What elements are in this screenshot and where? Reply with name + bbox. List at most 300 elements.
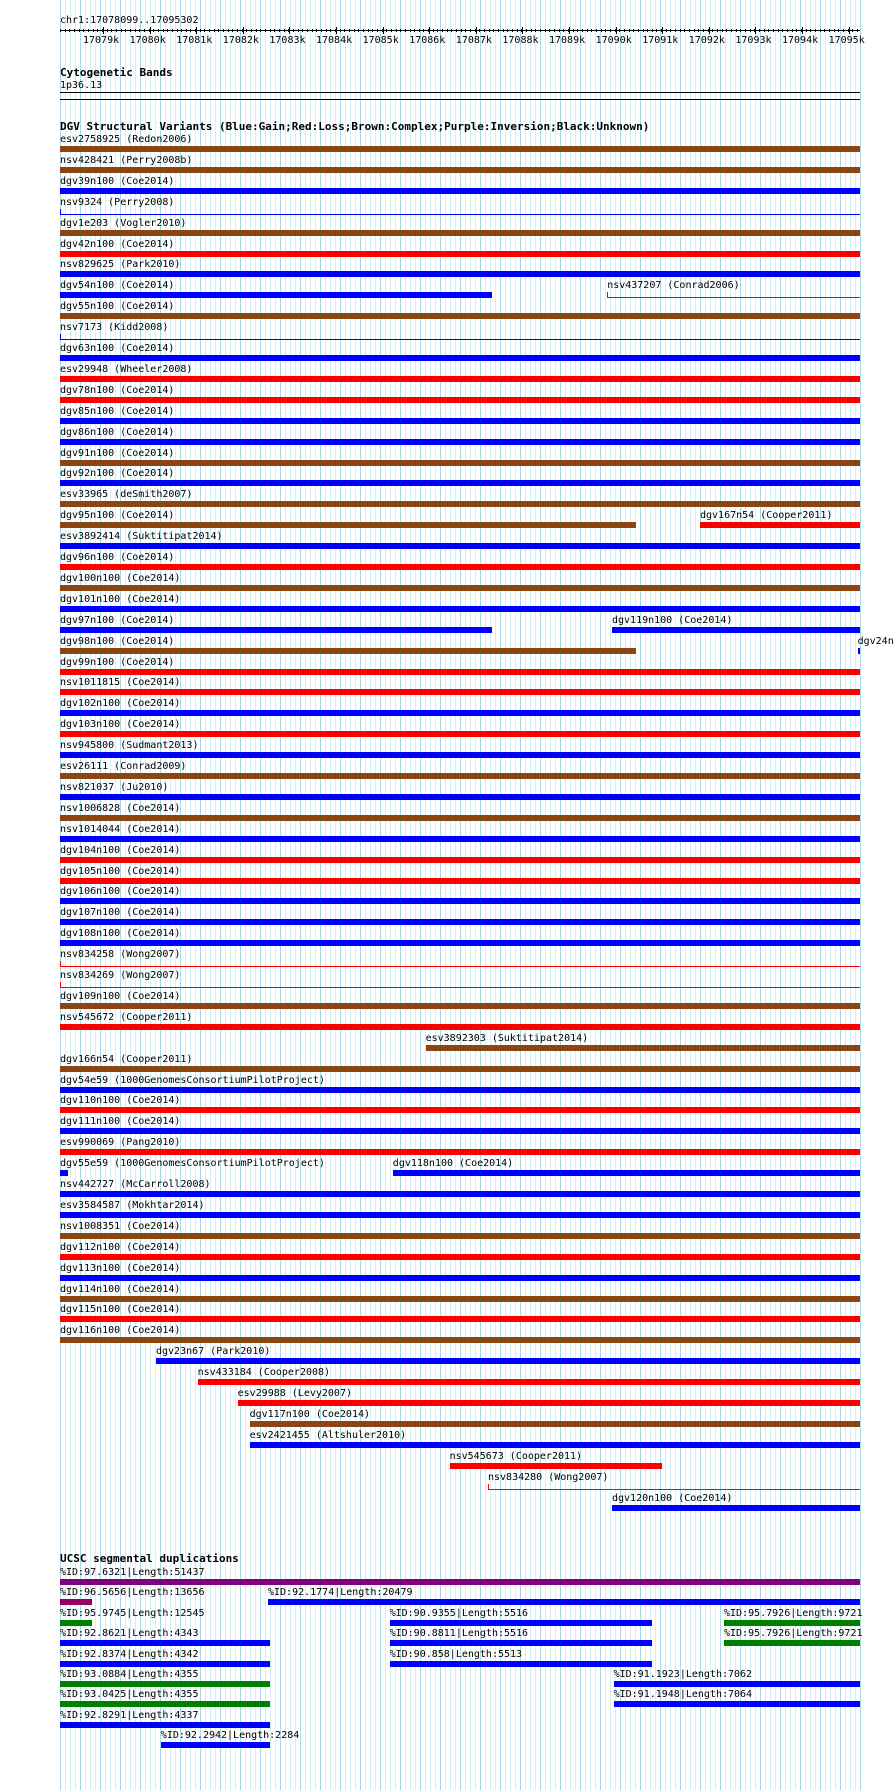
ruler-minor-tick: [181, 29, 182, 32]
ruler-minor-tick: [209, 29, 210, 32]
ruler-minor-tick: [428, 29, 429, 32]
dgv-variant-bar[interactable]: [426, 1045, 860, 1051]
dgv-variant-label: dgv92n100 (Coe2014): [60, 468, 175, 480]
dgv-variant-label: dgv104n100 (Coe2014): [60, 844, 181, 856]
ruler-minor-tick: [423, 29, 424, 32]
ruler-minor-tick: [288, 29, 289, 32]
ruler-minor-tick: [382, 29, 383, 32]
dgv-variant-bar[interactable]: [60, 1316, 860, 1322]
dgv-variant-label: dgv98n100 (Coe2014): [60, 635, 175, 647]
ruler-minor-tick: [400, 29, 401, 32]
cytoband-track-title: Cytogenetic Bands: [60, 66, 173, 79]
dgv-variant-bar[interactable]: [60, 585, 860, 591]
ruler-minor-tick: [577, 29, 578, 32]
ruler-minor-tick: [810, 29, 811, 32]
segdup-label: %ID:95.9745|Length:12545: [60, 1607, 205, 1619]
dgv-variant-bar[interactable]: [60, 773, 860, 779]
segdup-label: %ID:91.1948|Length:7064: [613, 1689, 753, 1701]
ruler-tick-label: 17082k: [222, 35, 259, 46]
segdup-bar[interactable]: [60, 1661, 270, 1667]
dgv-variant-bar[interactable]: [60, 752, 860, 758]
dgv-variant-label: esv2421455 (Altshuler2010): [249, 1429, 407, 1441]
ruler-minor-tick: [484, 29, 485, 32]
dgv-variant-bar[interactable]: [60, 940, 860, 946]
ruler-minor-tick: [279, 29, 280, 32]
ruler-minor-tick: [302, 29, 303, 32]
dgv-variant-label: dgv101n100 (Coe2014): [60, 593, 181, 605]
dgv-variant-label: dgv100n100 (Coe2014): [60, 572, 181, 584]
dgv-variant-label: dgv120n100 (Coe2014): [612, 1492, 733, 1504]
segdup-label: %ID:92.2942|Length:2284: [160, 1730, 300, 1742]
dgv-variant-label: esv3892414 (Suktitipat2014): [60, 531, 223, 543]
dgv-variant-bar[interactable]: [60, 167, 860, 173]
ruler-minor-tick: [391, 29, 392, 32]
ruler-minor-tick: [270, 29, 271, 32]
dgv-variant-label: esv26111 (Conrad2009): [60, 761, 187, 772]
ruler-minor-tick: [274, 29, 275, 32]
segdup-label: %ID:90.858|Length:5513: [389, 1648, 523, 1660]
ruler-minor-tick: [167, 29, 168, 32]
segdup-label: %ID:92.1774|Length:20479: [268, 1587, 413, 1599]
ruler-minor-tick: [246, 29, 247, 32]
ruler-tick-mark: [522, 27, 523, 34]
dgv-variant-label: dgv114n100 (Coe2014): [60, 1283, 181, 1295]
ruler-minor-tick: [498, 29, 499, 32]
ruler-minor-tick: [200, 29, 201, 32]
dgv-variant-bar[interactable]: [60, 376, 860, 382]
dgv-variant-bar[interactable]: [60, 460, 860, 466]
ruler-minor-tick: [601, 29, 602, 32]
ruler-minor-tick: [656, 29, 657, 32]
dgv-variant-bar[interactable]: [700, 522, 860, 528]
dgv-variant-bar[interactable]: [60, 292, 492, 298]
ruler-minor-tick: [750, 29, 751, 32]
ruler-minor-tick: [629, 29, 630, 32]
ruler-minor-tick: [829, 29, 830, 32]
ruler-minor-tick: [377, 29, 378, 32]
ruler-minor-tick: [228, 29, 229, 32]
segdup-bar[interactable]: [268, 1599, 860, 1605]
ruler-minor-tick: [69, 29, 70, 32]
dgv-variant-bar[interactable]: [60, 919, 860, 925]
segdup-bar[interactable]: [614, 1701, 860, 1707]
ruler-minor-tick: [153, 29, 154, 32]
ruler-minor-tick: [605, 29, 606, 32]
ruler-tick-label: 17092k: [688, 35, 725, 46]
dgv-variant-bar[interactable]: [612, 627, 860, 633]
dgv-variant-label: dgv23n67 (Park2010): [156, 1346, 271, 1358]
ruler-minor-tick: [684, 29, 685, 32]
ruler-minor-tick: [820, 29, 821, 32]
ruler-minor-tick: [661, 29, 662, 32]
dgv-variant-label: nsv545673 (Cooper2011): [449, 1450, 583, 1462]
dgv-variant-bar[interactable]: [60, 214, 860, 215]
ruler-tick-label: 17094k: [782, 35, 819, 46]
ruler-minor-tick: [517, 29, 518, 32]
ruler-minor-tick: [312, 29, 313, 32]
ruler-minor-tick: [503, 29, 504, 32]
dgv-variant-bar[interactable]: [60, 251, 860, 257]
ruler-tick-label: 17080k: [129, 35, 166, 46]
dgv-variant-label: dgv166n54 (Cooper2011): [60, 1053, 193, 1065]
dgv-variant-bar[interactable]: [60, 146, 860, 152]
segdup-label: %ID:95.7926|Length:9721: [724, 1607, 863, 1619]
dgv-variant-bar[interactable]: [60, 987, 860, 988]
dgv-variant-bar[interactable]: [60, 878, 860, 884]
dgv-variant-label: dgv99n100 (Coe2014): [60, 656, 175, 668]
dgv-variant-bar[interactable]: [60, 648, 636, 654]
dgv-variant-bar[interactable]: [60, 313, 860, 319]
dgv-variant-bar[interactable]: [60, 564, 860, 570]
ruler-minor-tick: [526, 29, 527, 32]
segdup-bar[interactable]: [60, 1620, 92, 1626]
ruler-tick-label: 17093k: [735, 35, 772, 46]
ruler-minor-tick: [79, 29, 80, 32]
ruler-minor-tick: [624, 29, 625, 32]
ruler-minor-tick: [214, 29, 215, 32]
ruler-minor-tick: [773, 29, 774, 32]
ruler-minor-tick: [465, 29, 466, 32]
dgv-variant-bar[interactable]: [156, 1358, 860, 1364]
dgv-variant-label: nsv829625 (Park2010): [60, 259, 181, 271]
ruler-minor-tick: [545, 29, 546, 32]
ruler-minor-tick: [731, 29, 732, 32]
segdup-label: %ID:91.1923|Length:7062: [613, 1669, 753, 1680]
dgv-variant-bar[interactable]: [60, 1107, 860, 1113]
dgv-variant-bar[interactable]: [60, 339, 860, 340]
dgv-variant-label: esv29988 (Levy2007): [237, 1388, 352, 1399]
ruler-minor-tick: [340, 29, 341, 32]
ruler-minor-tick: [694, 29, 695, 32]
ruler-minor-tick: [335, 29, 336, 32]
dgv-variant-label: dgv110n100 (Coe2014): [60, 1095, 181, 1107]
ruler-minor-tick: [111, 29, 112, 32]
dgv-variant-label: dgv113n100 (Coe2014): [60, 1262, 181, 1274]
ruler-minor-tick: [195, 29, 196, 32]
ruler-minor-tick: [736, 29, 737, 32]
dgv-variant-bar[interactable]: [450, 1463, 662, 1469]
ruler-minor-tick: [97, 29, 98, 32]
dgv-variant-label: nsv1006828 (Coe2014): [60, 802, 181, 814]
segdup-bar[interactable]: [161, 1742, 270, 1748]
dgv-variant-bar[interactable]: [60, 794, 860, 800]
dgv-variant-bar[interactable]: [250, 1442, 860, 1448]
ruler-minor-tick: [363, 29, 364, 32]
ruler-minor-tick: [368, 29, 369, 32]
dgv-variant-label: esv33965 (deSmith2007): [60, 489, 193, 501]
ruler-range-label: chr1:17078099..17095302: [60, 15, 199, 26]
dgv-variant-bar[interactable]: [60, 501, 860, 507]
dgv-variant-label: dgv86n100 (Coe2014): [60, 426, 175, 438]
ruler-minor-tick: [563, 29, 564, 32]
ruler-tick-label: 17091k: [642, 35, 679, 46]
ruler-minor-tick: [554, 29, 555, 32]
dgv-variant-bar[interactable]: [60, 966, 860, 967]
ruler-minor-tick: [475, 29, 476, 32]
dgv-variant-bar[interactable]: [60, 230, 860, 236]
segdup-label: %ID:90.8811|Length:5516: [389, 1628, 529, 1640]
ruler-minor-tick: [633, 29, 634, 32]
ruler-minor-tick: [349, 29, 350, 32]
dgv-variant-bar[interactable]: [60, 480, 860, 486]
ruler-minor-tick: [470, 29, 471, 32]
dgv-variant-label: dgv112n100 (Coe2014): [60, 1241, 181, 1253]
segdup-bar[interactable]: [60, 1701, 270, 1707]
ruler-tick-label: 17089k: [549, 35, 586, 46]
ruler-tick-label: 17079k: [83, 35, 120, 46]
ruler-minor-tick: [204, 29, 205, 32]
ruler-minor-tick: [754, 29, 755, 32]
dgv-variant-bar[interactable]: [60, 1003, 860, 1009]
ruler-minor-tick: [139, 29, 140, 32]
ruler-minor-tick: [596, 29, 597, 32]
dgv-variant-label: dgv97n100 (Coe2014): [60, 614, 175, 626]
ruler-minor-tick: [107, 29, 108, 32]
ruler-minor-tick: [806, 29, 807, 32]
dgv-variant-label: dgv78n100 (Coe2014): [60, 384, 175, 396]
ruler-minor-tick: [451, 29, 452, 32]
ruler-minor-tick: [680, 29, 681, 32]
ruler-tick-mark: [569, 27, 570, 34]
ruler-minor-tick: [792, 29, 793, 32]
dgv-variant-label: nsv821037 (Ju2010): [60, 781, 169, 793]
dgv-variant-bar[interactable]: [60, 1066, 860, 1072]
ruler-minor-tick: [102, 29, 103, 32]
ruler-minor-tick: [186, 29, 187, 32]
ruler-minor-tick: [83, 29, 84, 32]
ruler-minor-tick: [540, 29, 541, 32]
dgv-variant-label: dgv1e203 (Vogler2010): [60, 217, 187, 229]
ruler-minor-tick: [172, 29, 173, 32]
dgv-variant-label: dgv109n100 (Coe2014): [60, 990, 181, 1002]
dgv-variant-bar[interactable]: [60, 836, 860, 842]
ruler-minor-tick: [298, 29, 299, 32]
segdup-bar[interactable]: [724, 1640, 860, 1646]
ruler-minor-tick: [708, 29, 709, 32]
dgv-variant-label: dgv103n100 (Coe2014): [60, 719, 181, 731]
dgv-variant-bar[interactable]: [607, 297, 860, 298]
ruler-minor-tick: [265, 29, 266, 32]
ruler-minor-tick: [675, 29, 676, 32]
dgv-variant-label: esv3584587 (Mokhtar2014): [60, 1199, 205, 1211]
ruler-minor-tick: [344, 29, 345, 32]
dgv-variant-bar[interactable]: [250, 1421, 860, 1427]
ruler-minor-tick: [489, 29, 490, 32]
ruler-minor-tick: [135, 29, 136, 32]
dgv-variant-label: dgv108n100 (Coe2014): [60, 928, 181, 940]
dgv-variant-bar[interactable]: [393, 1170, 860, 1176]
dgv-variant-label: nsv945800 (Sudmant2013): [60, 740, 199, 752]
ruler-minor-tick: [479, 29, 480, 32]
dgv-variant-bar[interactable]: [60, 543, 860, 549]
ruler-tick-mark: [802, 27, 803, 34]
dgv-variant-label: nsv442727 (McCarroll2008): [60, 1179, 211, 1190]
ruler-minor-tick: [284, 29, 285, 32]
dgv-variant-end-tick: [607, 292, 608, 298]
dgv-variant-label: dgv106n100 (Coe2014): [60, 886, 181, 898]
dgv-variant-label: dgv24n: [857, 635, 894, 647]
dgv-variant-label: nsv834258 (Wong2007): [60, 949, 181, 961]
dgv-variant-label: dgv55e59 (1000GenomesConsortiumPilotProject): [60, 1158, 325, 1170]
segdup-bar[interactable]: [60, 1599, 92, 1605]
ruler-minor-tick: [824, 29, 825, 32]
dgv-variant-bar[interactable]: [60, 439, 860, 445]
dgv-variant-label: dgv55n100 (Coe2014): [60, 301, 175, 313]
dgv-variant-bar[interactable]: [858, 648, 860, 654]
ruler-minor-tick: [251, 29, 252, 32]
dgv-variant-label: dgv105n100 (Coe2014): [60, 865, 181, 877]
dgv-variant-label: esv2758925 (Redon2006): [60, 134, 193, 145]
ruler-minor-tick: [535, 29, 536, 32]
dgv-variant-bar[interactable]: [60, 815, 860, 821]
dgv-variant-bar[interactable]: [60, 271, 860, 277]
dgv-variant-bar[interactable]: [60, 710, 860, 716]
segdup-bar[interactable]: [390, 1661, 652, 1667]
dgv-variant-bar[interactable]: [612, 1505, 860, 1511]
cytoband-line-bottom: [60, 99, 860, 100]
dgv-variant-label: dgv115n100 (Coe2014): [60, 1304, 181, 1316]
ruler-minor-tick: [437, 29, 438, 32]
ruler-minor-tick: [857, 29, 858, 32]
segdup-bar[interactable]: [390, 1640, 652, 1646]
ruler-tick-mark: [103, 27, 104, 34]
segdup-bar[interactable]: [60, 1579, 860, 1585]
dgv-variant-bar[interactable]: [60, 1275, 860, 1281]
dgv-variant-bar[interactable]: [60, 1087, 860, 1093]
dgv-variant-bar[interactable]: [198, 1379, 860, 1385]
ruler-minor-tick: [647, 29, 648, 32]
dgv-variant-bar[interactable]: [60, 1233, 860, 1239]
cytoband-label: 1p36.13: [60, 80, 103, 91]
ruler-tick-mark: [243, 27, 244, 34]
dgv-variant-bar[interactable]: [60, 689, 860, 695]
dgv-variant-bar[interactable]: [60, 418, 860, 424]
ruler-minor-tick: [507, 29, 508, 32]
ruler-tick-label: 17087k: [455, 35, 492, 46]
ruler-minor-tick: [801, 29, 802, 32]
ruler-tick-mark: [150, 27, 151, 34]
ruler-minor-tick: [689, 29, 690, 32]
ruler-minor-tick: [433, 29, 434, 32]
ruler-minor-tick: [652, 29, 653, 32]
dgv-variant-bar[interactable]: [60, 188, 860, 194]
dgv-variant-label: dgv107n100 (Coe2014): [60, 907, 181, 919]
ruler-tick-mark: [709, 27, 710, 34]
dgv-variant-label: nsv7173 (Kidd2008): [60, 322, 169, 334]
ruler-minor-tick: [670, 29, 671, 32]
segdup-label: %ID:93.0425|Length:4355: [60, 1689, 199, 1701]
ruler-minor-tick: [848, 29, 849, 32]
dgv-variant-label: dgv111n100 (Coe2014): [60, 1116, 181, 1128]
dgv-variant-bar[interactable]: [60, 355, 860, 361]
ruler-minor-tick: [768, 29, 769, 32]
dgv-variant-label: nsv433184 (Cooper2008): [197, 1367, 331, 1379]
dgv-variant-label: dgv119n100 (Coe2014): [612, 614, 733, 626]
ruler-minor-tick: [260, 29, 261, 32]
ruler-minor-tick: [125, 29, 126, 32]
ruler-minor-tick: [242, 29, 243, 32]
dgv-variant-bar[interactable]: [60, 522, 636, 528]
dgv-variant-bar[interactable]: [60, 898, 860, 904]
dgv-variant-label: esv29948 (Wheeler2008): [60, 363, 193, 375]
ruler-minor-tick: [232, 29, 233, 32]
dgv-variant-bar[interactable]: [60, 1024, 860, 1030]
segdup-label: %ID:92.8291|Length:4337: [60, 1709, 199, 1721]
dgv-variant-bar[interactable]: [60, 397, 860, 403]
dgv-variant-bar[interactable]: [60, 1128, 860, 1134]
ruler-minor-tick: [834, 29, 835, 32]
ruler-tick-mark: [196, 27, 197, 34]
ruler-minor-tick: [610, 29, 611, 32]
ruler-tick-mark: [616, 27, 617, 34]
dgv-variant-label: dgv95n100 (Coe2014): [60, 510, 175, 522]
ruler-minor-tick: [330, 29, 331, 32]
ruler-minor-tick: [405, 29, 406, 32]
dgv-variant-label: nsv1011815 (Coe2014): [60, 677, 181, 689]
dgv-variant-bar[interactable]: [60, 1170, 68, 1176]
ruler-minor-tick: [782, 29, 783, 32]
dgv-variant-bar[interactable]: [60, 606, 860, 612]
segdup-label: %ID:95.7926|Length:9721: [724, 1628, 863, 1640]
segdup-bar[interactable]: [614, 1681, 860, 1687]
ruler-tick-label: 17083k: [269, 35, 306, 46]
segdup-track-title: UCSC segmental duplications: [60, 1552, 239, 1565]
dgv-variant-bar[interactable]: [238, 1400, 860, 1406]
dgv-variant-bar[interactable]: [60, 1191, 860, 1197]
dgv-variant-end-tick: [60, 334, 61, 340]
ruler-minor-tick: [843, 29, 844, 32]
segdup-bar[interactable]: [724, 1620, 860, 1626]
ruler-minor-tick: [130, 29, 131, 32]
ruler-minor-tick: [414, 29, 415, 32]
dgv-variant-label: dgv118n100 (Coe2014): [392, 1158, 514, 1170]
dgv-variant-label: nsv834280 (Wong2007): [488, 1471, 609, 1483]
dgv-variant-bar[interactable]: [60, 857, 860, 863]
ruler-minor-tick: [591, 29, 592, 32]
ruler-minor-tick: [237, 29, 238, 32]
segdup-bar[interactable]: [60, 1681, 270, 1687]
segdup-bar[interactable]: [390, 1620, 652, 1626]
ruler-tick-label: 17084k: [316, 35, 353, 46]
dgv-variant-bar[interactable]: [60, 1337, 860, 1343]
dgv-variant-bar[interactable]: [488, 1489, 860, 1490]
ruler-minor-tick: [764, 29, 765, 32]
dgv-variant-bar[interactable]: [60, 1254, 860, 1260]
dgv-variant-bar[interactable]: [60, 1212, 860, 1218]
ruler-minor-tick: [218, 29, 219, 32]
segdup-bar[interactable]: [60, 1722, 270, 1728]
ruler-minor-tick: [419, 29, 420, 32]
segdup-label: %ID:93.0884|Length:4355: [60, 1669, 199, 1680]
dgv-variant-bar[interactable]: [60, 627, 492, 633]
ruler-minor-tick: [549, 29, 550, 32]
ruler-minor-tick: [573, 29, 574, 32]
dgv-variant-bar[interactable]: [60, 731, 860, 737]
dgv-variant-label: nsv834269 (Wong2007): [60, 970, 181, 981]
dgv-variant-label: dgv102n100 (Coe2014): [60, 698, 181, 710]
dgv-variant-label: dgv167n54 (Cooper2011): [700, 510, 833, 522]
dgv-variant-bar[interactable]: [60, 1149, 860, 1155]
ruler-minor-tick: [456, 29, 457, 32]
segdup-label: %ID:97.6321|Length:51437: [60, 1567, 205, 1578]
segdup-bar[interactable]: [60, 1640, 270, 1646]
dgv-variant-label: nsv545672 (Cooper2011): [60, 1011, 193, 1023]
dgv-variant-bar[interactable]: [60, 1296, 860, 1302]
dgv-variant-bar[interactable]: [60, 669, 860, 675]
ruler-tick-label: 17086k: [409, 35, 446, 46]
segdup-label: %ID:90.9355|Length:5516: [389, 1607, 529, 1619]
ruler-tick-mark: [476, 27, 477, 34]
